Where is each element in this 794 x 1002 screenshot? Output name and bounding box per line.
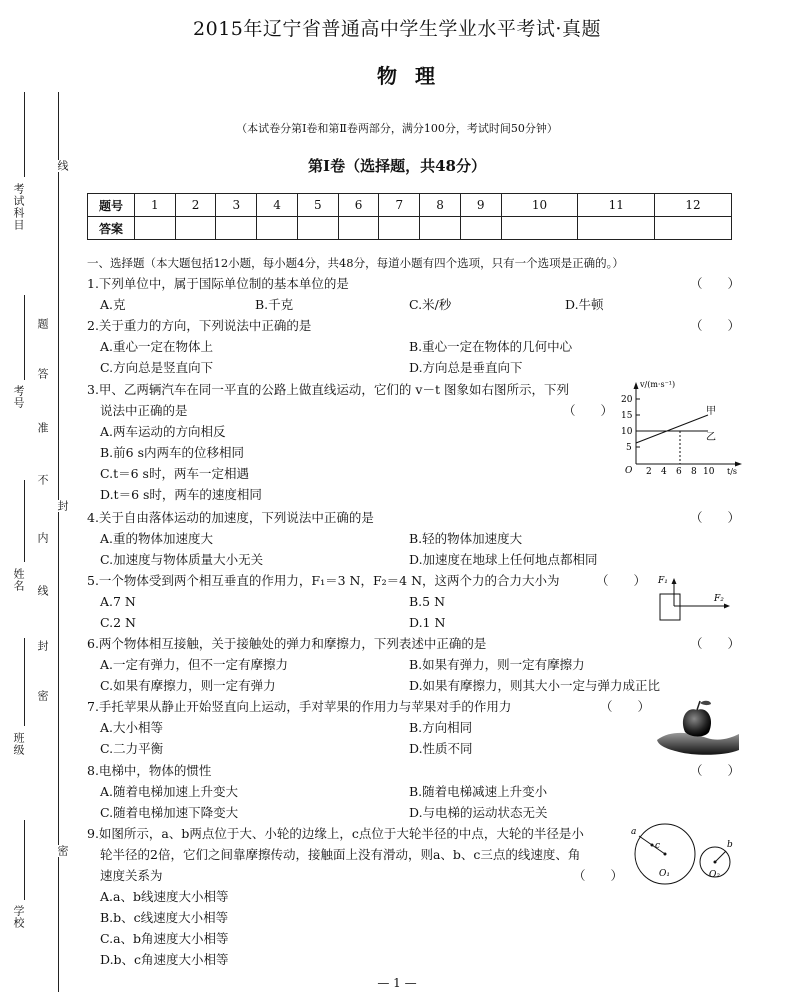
option: B.重心一定在物体的几何中心 (409, 339, 573, 354)
option: C.二力平衡 (100, 741, 164, 756)
answer-cell[interactable] (135, 217, 176, 240)
option: D.t＝6 s时，两车的速度相同 (100, 487, 262, 502)
option: A.重心一定在物体上 (100, 339, 214, 354)
option: B.轻的物体加速度大 (409, 531, 523, 546)
answer-paren: （ ） (573, 868, 624, 883)
force-label-f1: F₁ (658, 576, 668, 586)
option: C.方向总是竖直向下 (100, 360, 214, 375)
question-stem: 5.一个物体受到两个相互垂直的作用力，F₁＝3 N，F₂＝4 N，这两个力的合力大小为 (87, 573, 560, 588)
table-cell: 10 (501, 194, 578, 217)
option: A.两车运动的方向相反 (100, 424, 226, 439)
force-label-f2: F₂ (714, 594, 724, 604)
answer-table (87, 193, 732, 240)
option: A.一定有弹力，但不一定有摩擦力 (100, 657, 289, 672)
wheel-label-o1: O₁ (659, 869, 670, 879)
answer-paren: （ ） (690, 318, 741, 333)
answer-cell[interactable] (338, 217, 379, 240)
option: A.重的物体加速度大 (100, 531, 214, 546)
table-header: 答案 (88, 217, 135, 240)
wheel-label-a: a (631, 827, 637, 837)
option: A.7 N (100, 594, 136, 609)
option: D.与电梯的运动状态无关 (409, 805, 548, 820)
subject-title: 物理 (377, 64, 453, 88)
option: C.2 N (100, 615, 136, 630)
vt-ytick: 10 (621, 427, 633, 437)
option: D.加速度在地球上任何地点都相同 (409, 552, 598, 567)
vt-ytick: 20 (621, 395, 633, 405)
vt-graph (610, 376, 750, 476)
margin-label-class: 班级 (12, 732, 25, 756)
answer-paren: （ ） (690, 636, 741, 651)
answer-cell[interactable] (420, 217, 461, 240)
table-cell: 12 (655, 194, 732, 217)
question-stem: 8.电梯中，物体的惯性 (87, 763, 212, 778)
wheel-label-b: b (727, 840, 733, 850)
option: A.随着电梯加速上升变大 (100, 784, 239, 799)
option: A.大小相等 (100, 720, 164, 735)
table-cell: 6 (338, 194, 379, 217)
option: B.b、c线速度大小相等 (100, 910, 229, 925)
question-stem: 速度关系为 (100, 868, 163, 883)
option: D.方向总是垂直向下 (409, 360, 523, 375)
option: D.b、c角速度大小相等 (100, 952, 229, 967)
option: B.方向相同 (409, 720, 473, 735)
vt-xlabel: t/s (727, 467, 738, 476)
seal-char: 线 (36, 585, 49, 597)
vt-line-jia (636, 415, 708, 443)
option: C.a、b角速度大小相等 (100, 931, 229, 946)
option: C.米/秒 (409, 297, 452, 312)
vt-xtick: 6 (676, 467, 682, 476)
answer-cell[interactable] (216, 217, 257, 240)
table-cell: 11 (578, 194, 655, 217)
seal-char: 线 (56, 160, 69, 172)
table-cell: 7 (379, 194, 420, 217)
question-stem: 说法中正确的是 (100, 403, 188, 418)
answer-cell[interactable] (379, 217, 420, 240)
margin-blank-name (24, 480, 25, 562)
wheel-label-o2: O₂ (709, 870, 720, 880)
question-stem: 6.两个物体相互接触，关于接触处的弹力和摩擦力，下列表述中正确的是 (87, 636, 487, 651)
option: C.加速度与物体质量大小无关 (100, 552, 264, 567)
answer-paren: （ ） (690, 510, 741, 525)
option: C.如果有摩擦力，则一定有弹力 (100, 678, 276, 693)
seal-char: 准 (36, 422, 49, 434)
table-cell: 5 (297, 194, 338, 217)
answer-paren: （ ） (563, 403, 614, 418)
answer-cell[interactable] (460, 217, 501, 240)
answer-cell[interactable] (655, 217, 732, 240)
vt-ylabel: v/(m·s⁻¹) (640, 380, 676, 389)
margin-blank-examno (24, 295, 25, 380)
part-title: 第Ⅰ卷（选择题，共48分） (308, 157, 486, 175)
answer-cell[interactable] (297, 217, 338, 240)
question-stem: 2.关于重力的方向，下列说法中正确的是 (87, 318, 312, 333)
option: D.1 N (409, 615, 446, 630)
seal-char: 封 (36, 640, 49, 652)
option: D.如果有摩擦力，则其大小一定与弹力成正比 (409, 678, 661, 693)
seal-char: 内 (36, 532, 49, 544)
answer-cell[interactable] (578, 217, 655, 240)
table-cell: 9 (460, 194, 501, 217)
answer-paren: （ ） (600, 699, 651, 714)
question-stem: 9.如图所示，a、b两点位于大、小轮的边缘上，c点位于大轮半径的中点，大轮的半径是小 (87, 826, 584, 841)
table-cell: 1 (135, 194, 176, 217)
table-row (88, 194, 732, 217)
page-number: — 1 — (377, 976, 417, 990)
margin-label-name: 姓名 (12, 568, 25, 592)
option: C.t＝6 s时，两车一定相遇 (100, 466, 249, 481)
margin-label-subject: 考试科目 (12, 183, 25, 231)
option: A.克 (100, 297, 126, 312)
option: D.性质不同 (409, 741, 473, 756)
margin-label-school: 学校 (12, 905, 25, 929)
question-stem: 1.下列单位中，属于国际单位制的基本单位的是 (87, 276, 349, 291)
option: C.随着电梯加速下降变大 (100, 805, 239, 820)
margin-label-examno: 考号 (12, 385, 25, 409)
option: B.千克 (255, 297, 294, 312)
option: B.前6 s内两车的位移相同 (100, 445, 245, 460)
option: B.5 N (409, 594, 446, 609)
answer-cell[interactable] (175, 217, 216, 240)
option: B.随着电梯减速上升变小 (409, 784, 548, 799)
seal-char: 答 (36, 368, 49, 380)
vt-xtick: 8 (691, 467, 697, 476)
option: D.牛顿 (565, 297, 604, 312)
margin-rule (58, 92, 59, 992)
vt-origin: O (625, 466, 633, 476)
table-row (88, 217, 732, 240)
wheel-label-c: c (655, 841, 661, 851)
answer-cell[interactable] (257, 217, 298, 240)
forces-figure (648, 570, 738, 626)
question-stem: 轮半径的2倍，它们之间靠摩擦传动，接触面上没有滑动，则a、b、c三点的线速度、角 (100, 847, 581, 862)
vt-xtick: 4 (661, 467, 667, 476)
vt-xtick: 2 (646, 467, 652, 476)
vt-label-jia: 甲 (706, 406, 716, 417)
table-cell: 8 (420, 194, 461, 217)
hand-apple-picture (655, 698, 739, 756)
margin-blank-school (24, 820, 25, 900)
table-cell: 2 (175, 194, 216, 217)
section-heading: 一、选择题（本大题包括12小题，每小题4分，共48分，每道小题有四个选项，只有一个选项是正确的。） (87, 256, 624, 270)
seal-char: 题 (36, 318, 49, 330)
seal-char: 密 (36, 690, 49, 702)
vt-ytick: 15 (621, 411, 633, 421)
exam-note: （本试卷分第Ⅰ卷和第Ⅱ卷两部分，满分100分，考试时间50分钟） (236, 122, 558, 135)
answer-paren: （ ） (596, 573, 647, 588)
vt-label-yi: 乙 (706, 432, 716, 443)
seal-char: 不 (36, 474, 49, 486)
vt-xtick: 10 (703, 467, 715, 476)
seal-char: 密 (56, 845, 69, 857)
exam-title: 2015年辽宁省普通高中学生学业水平考试·真题 (193, 18, 601, 40)
table-header: 题号 (88, 194, 135, 217)
margin-blank-class (24, 638, 25, 726)
question-stem: 3.甲、乙两辆汽车在同一平直的公路上做直线运动，它们的 v－t 图象如右图所示，下列 (87, 382, 569, 397)
answer-paren: （ ） (690, 763, 741, 778)
answer-paren: （ ） (690, 276, 741, 291)
wheels-figure (625, 822, 745, 886)
table-cell: 4 (257, 194, 298, 217)
answer-cell[interactable] (501, 217, 578, 240)
question-stem: 7.手托苹果从静止开始竖直向上运动，手对苹果的作用力与苹果对手的作用力 (87, 699, 512, 714)
vt-ytick: 5 (626, 443, 632, 453)
seal-char: 封 (56, 500, 69, 512)
option: A.a、b线速度大小相等 (100, 889, 229, 904)
option: B.如果有弹力，则一定有摩擦力 (409, 657, 585, 672)
question-stem: 4.关于自由落体运动的加速度，下列说法中正确的是 (87, 510, 374, 525)
table-cell: 3 (216, 194, 257, 217)
